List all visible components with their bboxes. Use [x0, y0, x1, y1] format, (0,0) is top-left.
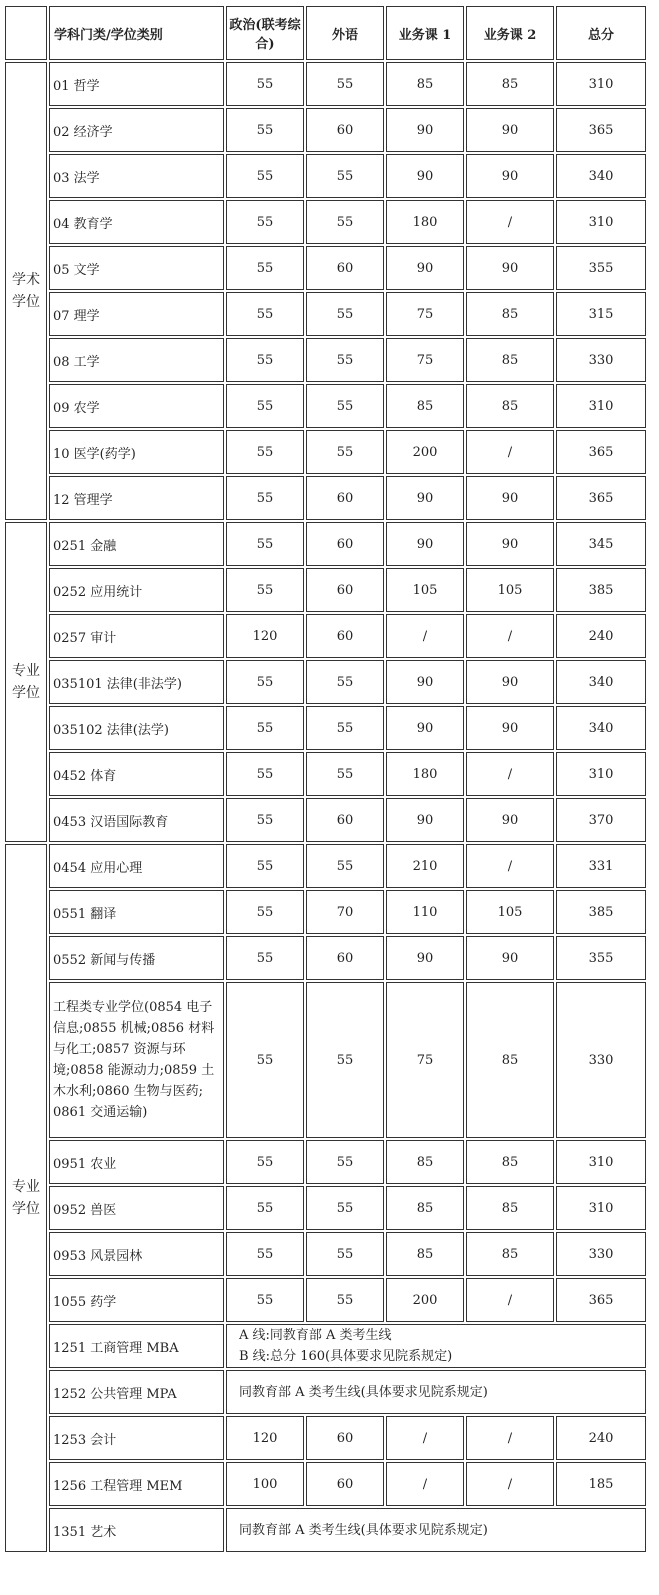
total-cell: 345: [556, 522, 646, 566]
course1-cell: 105: [386, 568, 464, 612]
subject-cell: 03 法学: [49, 154, 224, 198]
language-cell: 55: [306, 706, 384, 750]
table-row: [5, 798, 646, 842]
header-course2: 业务课 2: [466, 6, 554, 60]
course1-cell: 85: [386, 1232, 464, 1276]
subject-cell: 0951 农业: [49, 1140, 224, 1184]
course2-cell: 90: [466, 798, 554, 842]
course1-cell: 85: [386, 384, 464, 428]
total-cell: 340: [556, 154, 646, 198]
group-label-professional-a: 专业学位: [5, 522, 47, 842]
language-cell: 55: [306, 430, 384, 474]
course2-cell: 105: [466, 568, 554, 612]
course2-cell: 90: [466, 154, 554, 198]
table-row: [5, 890, 646, 934]
politics-cell: 120: [226, 614, 304, 658]
total-cell: 355: [556, 936, 646, 980]
politics-cell: 55: [226, 522, 304, 566]
subject-cell: 0552 新闻与传播: [49, 936, 224, 980]
subject-cell: 1055 药学: [49, 1278, 224, 1322]
subject-cell: 10 医学(药学): [49, 430, 224, 474]
course2-cell: 105: [466, 890, 554, 934]
subject-cell: 0257 审计: [49, 614, 224, 658]
course2-cell: 90: [466, 246, 554, 290]
course1-cell: 90: [386, 154, 464, 198]
total-cell: 340: [556, 660, 646, 704]
table-row: [5, 430, 646, 474]
table-row: [5, 384, 646, 428]
politics-cell: 55: [226, 982, 304, 1138]
subject-cell: 0952 兽医: [49, 1186, 224, 1230]
language-cell: 55: [306, 292, 384, 336]
subject-cell: 0454 应用心理: [49, 844, 224, 888]
politics-cell: 100: [226, 1462, 304, 1506]
course1-cell: 85: [386, 62, 464, 106]
total-cell: 365: [556, 430, 646, 474]
subject-cell: 04 教育学: [49, 200, 224, 244]
total-cell: 240: [556, 614, 646, 658]
course1-cell: 90: [386, 798, 464, 842]
table-row: [5, 752, 646, 796]
course1-cell: 75: [386, 292, 464, 336]
politics-cell: 55: [226, 844, 304, 888]
total-cell: 330: [556, 338, 646, 382]
course1-cell: 180: [386, 200, 464, 244]
header-politics: 政治(联考综合): [226, 6, 304, 60]
total-cell: 310: [556, 384, 646, 428]
politics-cell: 55: [226, 1278, 304, 1322]
subject-cell: 01 哲学: [49, 62, 224, 106]
total-cell: 330: [556, 982, 646, 1138]
subject-cell: 08 工学: [49, 338, 224, 382]
subject-cell: 工程类专业学位(0854 电子信息;0855 机械;0856 材料与化工;0857 资源与环境;0858 能源动力;0859 土木水利;0860 生物与医药; 0861 交通运输): [49, 982, 224, 1138]
course1-cell: 90: [386, 660, 464, 704]
politics-cell: 55: [226, 752, 304, 796]
course1-cell: 85: [386, 1186, 464, 1230]
table-row: [5, 246, 646, 290]
language-cell: 70: [306, 890, 384, 934]
language-cell: 60: [306, 798, 384, 842]
total-cell: 355: [556, 246, 646, 290]
header-course1: 业务课 1: [386, 6, 464, 60]
politics-cell: 55: [226, 246, 304, 290]
language-cell: 55: [306, 1278, 384, 1322]
subject-cell: 0953 风景园林: [49, 1232, 224, 1276]
total-cell: 315: [556, 292, 646, 336]
language-cell: 55: [306, 844, 384, 888]
politics-cell: 55: [226, 798, 304, 842]
total-cell: 310: [556, 1186, 646, 1230]
total-cell: 365: [556, 476, 646, 520]
politics-cell: 55: [226, 1140, 304, 1184]
course1-cell: 200: [386, 430, 464, 474]
subject-cell: 0252 应用统计: [49, 568, 224, 612]
total-cell: 365: [556, 108, 646, 152]
table-row: [5, 476, 646, 520]
course2-cell: 85: [466, 1186, 554, 1230]
subject-cell: 1252 公共管理 MPA: [49, 1370, 224, 1414]
total-cell: 385: [556, 568, 646, 612]
language-cell: 60: [306, 936, 384, 980]
course1-cell: 75: [386, 982, 464, 1138]
course2-cell: 85: [466, 1140, 554, 1184]
table-row: [5, 568, 646, 612]
table-row: [5, 200, 646, 244]
table-row: [5, 844, 646, 888]
table-row: [5, 614, 646, 658]
course2-cell: 90: [466, 522, 554, 566]
course1-cell: 90: [386, 522, 464, 566]
table-row: [5, 660, 646, 704]
table-row: [5, 1370, 646, 1414]
total-cell: 310: [556, 1140, 646, 1184]
language-cell: 55: [306, 1232, 384, 1276]
total-cell: 310: [556, 200, 646, 244]
language-cell: 55: [306, 1140, 384, 1184]
course2-cell: 85: [466, 982, 554, 1138]
note-cell: 同教育部 A 类考生线(具体要求见院系规定): [226, 1370, 646, 1414]
language-cell: 60: [306, 476, 384, 520]
course2-cell: 85: [466, 292, 554, 336]
politics-cell: 55: [226, 476, 304, 520]
subject-cell: 0551 翻译: [49, 890, 224, 934]
total-cell: 185: [556, 1462, 646, 1506]
language-cell: 55: [306, 338, 384, 382]
course2-cell: 90: [466, 108, 554, 152]
politics-cell: 55: [226, 706, 304, 750]
language-cell: 60: [306, 568, 384, 612]
politics-cell: 55: [226, 1232, 304, 1276]
language-cell: 60: [306, 1416, 384, 1460]
language-cell: 60: [306, 614, 384, 658]
note-line-a: A 线:同教育部 A 类考生线: [239, 1328, 392, 1343]
total-cell: 240: [556, 1416, 646, 1460]
course2-cell: /: [466, 1278, 554, 1322]
politics-cell: 55: [226, 890, 304, 934]
total-cell: 385: [556, 890, 646, 934]
course1-cell: /: [386, 1462, 464, 1506]
politics-cell: 55: [226, 384, 304, 428]
language-cell: 60: [306, 108, 384, 152]
subject-cell: 0452 体育: [49, 752, 224, 796]
table-row: [5, 154, 646, 198]
language-cell: 60: [306, 246, 384, 290]
subject-cell: 09 农学: [49, 384, 224, 428]
language-cell: 55: [306, 384, 384, 428]
note-cell: [226, 1324, 646, 1368]
politics-cell: 55: [226, 108, 304, 152]
subject-cell: 1256 工程管理 MEM: [49, 1462, 224, 1506]
header-category: 学科门类/学位类别: [49, 6, 224, 60]
note-cell: 同教育部 A 类考生线(具体要求见院系规定): [226, 1508, 646, 1552]
course2-cell: 85: [466, 384, 554, 428]
total-cell: 340: [556, 706, 646, 750]
subject-cell: 07 理学: [49, 292, 224, 336]
table-row: [5, 62, 646, 106]
table-row: [5, 1140, 646, 1184]
table-row: [5, 1186, 646, 1230]
course2-cell: 85: [466, 62, 554, 106]
course1-cell: 210: [386, 844, 464, 888]
group-label-academic: 学术学位: [5, 62, 47, 520]
course2-cell: /: [466, 200, 554, 244]
course1-cell: 180: [386, 752, 464, 796]
total-cell: 310: [556, 752, 646, 796]
header-language: 外语: [306, 6, 384, 60]
politics-cell: 55: [226, 568, 304, 612]
subject-cell: 1251 工商管理 MBA: [49, 1324, 224, 1368]
course1-cell: 90: [386, 246, 464, 290]
course2-cell: /: [466, 1416, 554, 1460]
course1-cell: 90: [386, 706, 464, 750]
subject-cell: 0251 金融: [49, 522, 224, 566]
politics-cell: 55: [226, 430, 304, 474]
header-total: 总分: [556, 6, 646, 60]
table-row: [5, 706, 646, 750]
politics-cell: 55: [226, 936, 304, 980]
note-line-b: B 线:总分 160(具体要求见院系规定): [239, 1349, 453, 1364]
total-cell: 370: [556, 798, 646, 842]
course1-cell: 75: [386, 338, 464, 382]
subject-cell: 035102 法律(法学): [49, 706, 224, 750]
course2-cell: 90: [466, 706, 554, 750]
subject-cell: 02 经济学: [49, 108, 224, 152]
course1-cell: 110: [386, 890, 464, 934]
total-cell: 310: [556, 62, 646, 106]
table-row: [5, 522, 646, 566]
table-row: [5, 982, 646, 1138]
table-row: [5, 1416, 646, 1460]
subject-cell: 035101 法律(非法学): [49, 660, 224, 704]
politics-cell: 55: [226, 154, 304, 198]
table-row: [5, 108, 646, 152]
course2-cell: /: [466, 430, 554, 474]
course2-cell: 90: [466, 660, 554, 704]
course2-cell: 85: [466, 1232, 554, 1276]
course1-cell: 85: [386, 1140, 464, 1184]
course2-cell: /: [466, 1462, 554, 1506]
total-cell: 331: [556, 844, 646, 888]
language-cell: 55: [306, 62, 384, 106]
language-cell: 60: [306, 1462, 384, 1506]
course2-cell: 90: [466, 936, 554, 980]
course2-cell: 90: [466, 476, 554, 520]
score-table: [3, 4, 648, 1554]
table-row: [5, 292, 646, 336]
group-label-professional-b: 专业学位: [5, 844, 47, 1552]
table-row: [5, 338, 646, 382]
language-cell: 55: [306, 660, 384, 704]
table-row: [5, 1462, 646, 1506]
course2-cell: 85: [466, 338, 554, 382]
header-blank: [5, 6, 47, 60]
politics-cell: 55: [226, 1186, 304, 1230]
subject-cell: 12 管理学: [49, 476, 224, 520]
course1-cell: 90: [386, 476, 464, 520]
course2-cell: /: [466, 752, 554, 796]
table-row: [5, 936, 646, 980]
header-row: [5, 6, 646, 60]
subject-cell: 0453 汉语国际教育: [49, 798, 224, 842]
politics-cell: 55: [226, 338, 304, 382]
course1-cell: /: [386, 614, 464, 658]
subject-cell: 1351 艺术: [49, 1508, 224, 1552]
politics-cell: 55: [226, 660, 304, 704]
language-cell: 60: [306, 522, 384, 566]
table-row: [5, 1508, 646, 1552]
course1-cell: /: [386, 1416, 464, 1460]
course1-cell: 90: [386, 108, 464, 152]
table-row: [5, 1278, 646, 1322]
language-cell: 55: [306, 982, 384, 1138]
course1-cell: 90: [386, 936, 464, 980]
subject-cell: 1253 会计: [49, 1416, 224, 1460]
politics-cell: 120: [226, 1416, 304, 1460]
language-cell: 55: [306, 752, 384, 796]
course2-cell: /: [466, 614, 554, 658]
total-cell: 330: [556, 1232, 646, 1276]
language-cell: 55: [306, 154, 384, 198]
politics-cell: 55: [226, 62, 304, 106]
subject-cell: 05 文学: [49, 246, 224, 290]
table-row: [5, 1324, 646, 1368]
politics-cell: 55: [226, 200, 304, 244]
table-row: [5, 1232, 646, 1276]
course1-cell: 200: [386, 1278, 464, 1322]
course2-cell: /: [466, 844, 554, 888]
politics-cell: 55: [226, 292, 304, 336]
language-cell: 55: [306, 1186, 384, 1230]
language-cell: 55: [306, 200, 384, 244]
total-cell: 365: [556, 1278, 646, 1322]
